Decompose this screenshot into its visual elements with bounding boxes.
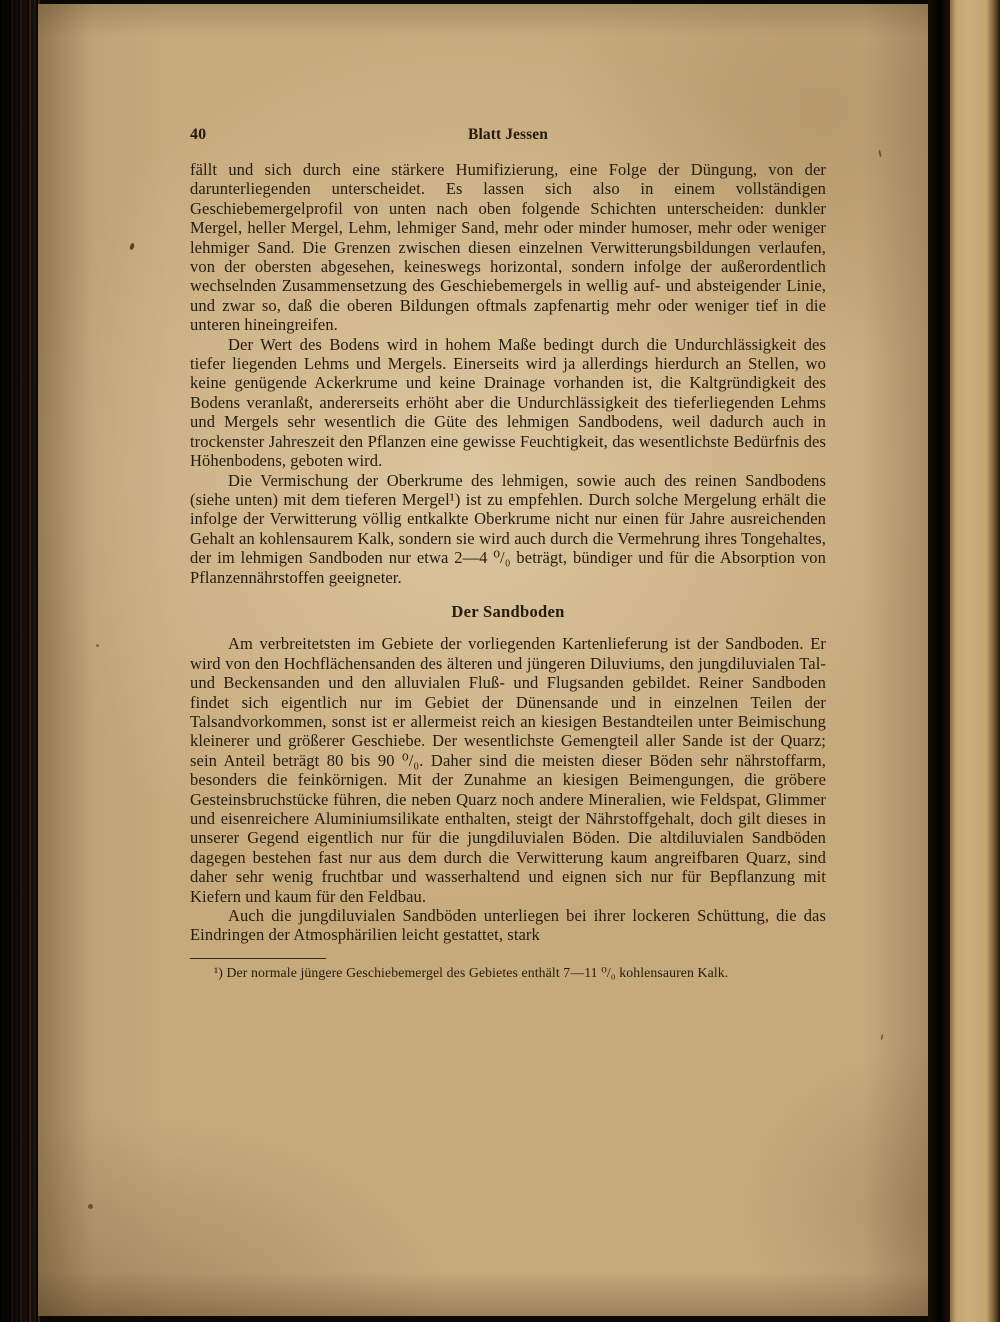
book-binding-edge	[0, 0, 40, 1322]
section-heading: Der Sandboden	[451, 601, 565, 621]
page-gutter-shadow	[928, 0, 950, 1322]
paper-speck	[878, 150, 881, 157]
body-paragraph: fällt und sich durch eine stärkere Humifizierung, eine Folge der Düngung, von der darunterliegenden unterscheidet. Es lassen sich also in einem vollständigen Geschiebemergelprofil von unten nach oben folgende Schichten unterscheiden: dunkler Mergel, heller Mergel, Lehm, lehmiger Sand, mehr oder minder humoser, mehr oder weniger lehmiger Sand. Die Grenzen zwischen diesen einzelnen Verwitterungsbildungen verlaufen, von der obersten abgesehen, keineswegs horizontal, sondern infolge der außerordentlich wechselnden Zusammensetzung des Geschiebemergels in wellig auf- und absteigender Linie, und zwar so, daß die oberen Bildungen oftmals zapfenartig mehr oder weniger tief in die unteren hineingreifen.	[190, 160, 826, 335]
running-title: Blatt Jessen	[468, 126, 548, 143]
paper-speck	[129, 243, 135, 251]
paper-speck	[96, 644, 99, 647]
body-paragraph: Auch die jungdiluvialen Sandböden unterliegen bei ihrer lockeren Schüttung, die das Eindringen der Atmosphärilien leicht gestattet, stark	[190, 906, 826, 945]
footnote	[190, 958, 826, 982]
book-page	[38, 4, 928, 1316]
body-paragraph: Am verbreitetsten im Gebiete der vorliegenden Kartenlieferung ist der Sandboden. Er wird von den Hochflächensanden des älteren und jüngeren Diluviums, den jungdiluvialen Tal- und Beckensanden und den alluvialen Fluß- und Flugsanden gebildet. Reiner Sandboden findet sich eigentlich nur im Gebiet der Dünensande und in einzelnen Teilen der Talsandvorkommen, sonst ist er allermeist reich an kiesigen Bestandteilen unter Beimischung kleinerer und größerer Geschiebe. Der wesentlichste Gemengteil aller Sande ist der Quarz; sein Anteil beträgt 80 bis 90 ⁰/₀. Daher sind die meisten dieser Böden sehr nährstoffarm, besonders die feinkörnigen. Mit der Zunahme an kiesigen Beimengungen, die gröbere Gesteinsbruchstücke führen, die neben Quarz noch andere Mineralien, wie Feldspat, Glimmer und eisenreichere Aluminiumsilikate enthalten, steigt der Nährstoffgehalt, doch gilt dieses in unserer Gegend eigentlich nur für die jungdiluvialen Böden. Die altdiluvialen Sandböden dagegen bestehen fast nur aus dem durch die Verwitterung kaum angreifbaren Quarz, sind daher sehr wenig fruchtbar und wasserhaltend und eignen sich nur für Bepflanzung mit Kiefern und kaum für den Feldbau.	[190, 634, 826, 906]
footnote-rule	[190, 958, 326, 959]
body-paragraph: Der Wert des Bodens wird in hohem Maße bedingt durch die Undurchlässigkeit des tiefer liegenden Lehms und Mergels. Einerseits wird ja allerdings hierdurch an Stellen, wo keine genügende Ackerkrume und keine Drainage vorhanden ist, die Kaltgründigkeit des Bodens veranlaßt, andererseits erhöht aber die Undurchlässigkeit des tieferliegenden Lehms und Mergels sehr wesentlich die Güte des lehmigen Sandbodens, weil dadurch auch in trockenster Jahreszeit den Pflanzen eine gewisse Feuchtigkeit, das wesentlichste Bedürfnis des Höhenbodens, geboten wird.	[190, 334, 826, 471]
footnote-text: ¹) Der normale jüngere Geschiebemergel des Gebietes enthält 7—11 ⁰/₀ kohlensauren Kalk.	[214, 964, 729, 980]
next-page-edge	[950, 0, 1000, 1322]
page-number: 40	[190, 126, 207, 143]
paper-speck	[88, 1204, 93, 1209]
running-head	[190, 125, 826, 145]
body-paragraph: Die Vermischung der Oberkrume des lehmigen, sowie auch des reinen Sandbodens (siehe unten) mit dem tieferen Mergel¹) ist zu empfehlen. Durch solche Mergelung erhält die infolge der Verwitterung völlig entkalkte Oberkrume nicht nur einen für Jahre ausreichenden Gehalt an kohlensaurem Kalk, sondern sie wird auch durch die Vermehrung ihres Tongehaltes, der im lehmigen Sandboden nur etwa 2—4 ⁰/₀ beträgt, bündiger und für die Absorption von Pflanzennährstoffen geeigneter.	[190, 470, 826, 587]
paper-speck	[880, 1034, 883, 1040]
text-block	[190, 125, 826, 981]
